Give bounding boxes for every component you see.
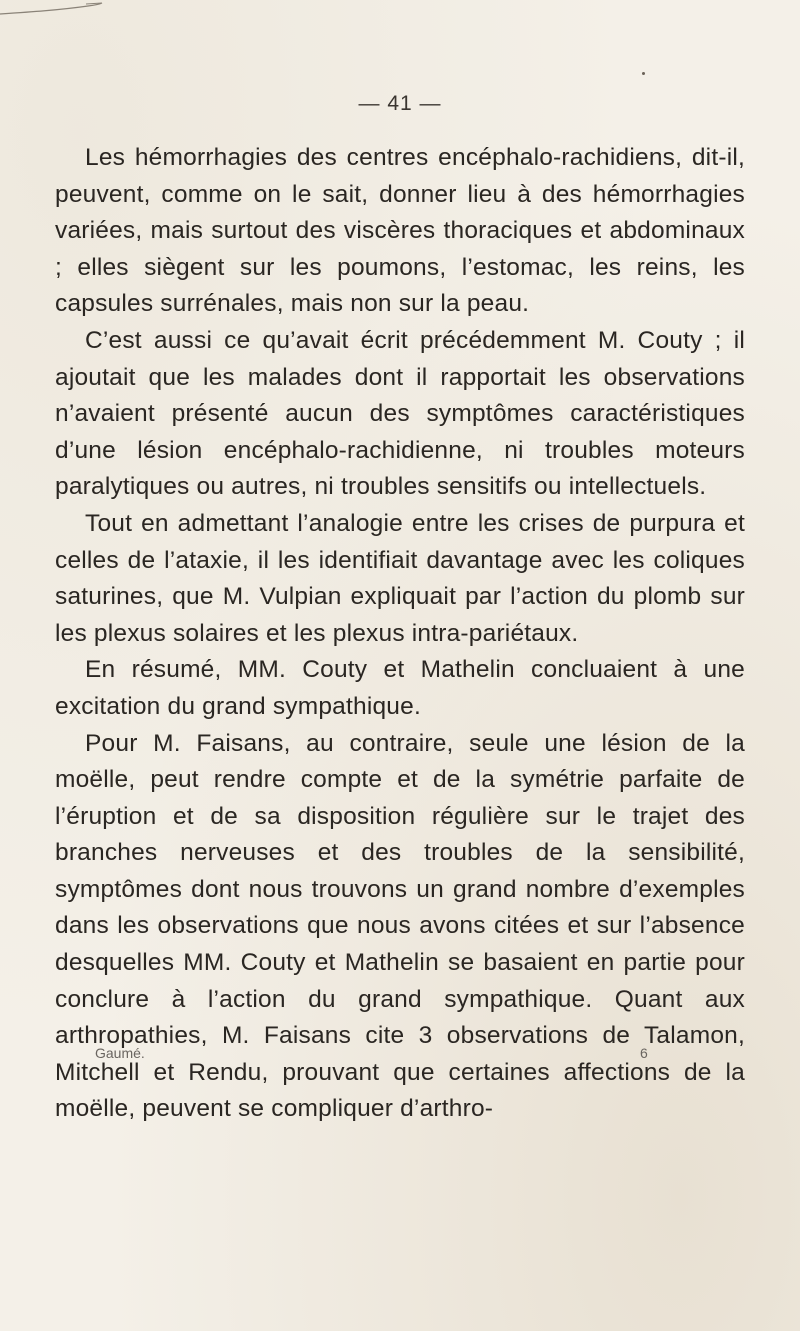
paragraph-1: Les hémorrhagies des centres encéphalo-rachidiens, dit-il, peuvent, comme on le sait, donner lieu à des hémorrhagies variées, mais surtout des viscères thoraciques et abdominaux ; elles siègent sur les poumons, l’estomac, les reins, les capsules surrénales, mais non sur la peau.	[55, 144, 745, 318]
corner-pen-stroke	[0, 0, 120, 20]
paragraph-5: Pour M. Faisans, au contraire, seule une lésion de la moëlle, peut rendre compte et de la symétrie parfaite de l’éruption et de sa disposition régulière sur le trajet des branches nerveuses et des troubles de la sensibilité, symptômes dont nous trouvons un grand nombre d’exemples dans les observations que nous avons citées et sur l’absence desquelles MM. Couty et Mathelin se basaient en partie pour conclure à l’action du grand sympathique. Quant aux arthropathies, M. Faisans cite 3 observations de Talamon, Mitchell et Rendu, prouvant que certaines affections de la moëlle, peuvent se compliquer d’arthro-	[55, 729, 745, 1123]
footer-author: Gaumé.	[95, 1045, 145, 1061]
ink-speck	[642, 72, 645, 75]
page-number: — 41 —	[358, 92, 442, 115]
footer-signature: 6	[640, 1045, 648, 1061]
paragraph-3: Tout en admettant l’analogie entre les crises de purpura et celles de l’ataxie, il les identifiait davantage avec les coliques saturines, que M. Vulpian expliquait par l’action du plomb sur les plexus solaires et les plexus intra-pariétaux.	[55, 509, 745, 647]
paragraph-2: C’est aussi ce qu’avait écrit précédemment M. Couty ; il ajoutait que les malades dont il rapportait les observations n’avaient présenté aucun des symptômes caractéristiques d’une lésion encéphalo-rachidienne, ni troubles moteurs paralytiques ou autres, ni troubles sensitifs ou intellectuels.	[55, 326, 745, 501]
body-text	[55, 140, 745, 1128]
paragraph-4: En résumé, MM. Couty et Mathelin concluaient à une excitation du grand sympathique.	[55, 656, 745, 720]
